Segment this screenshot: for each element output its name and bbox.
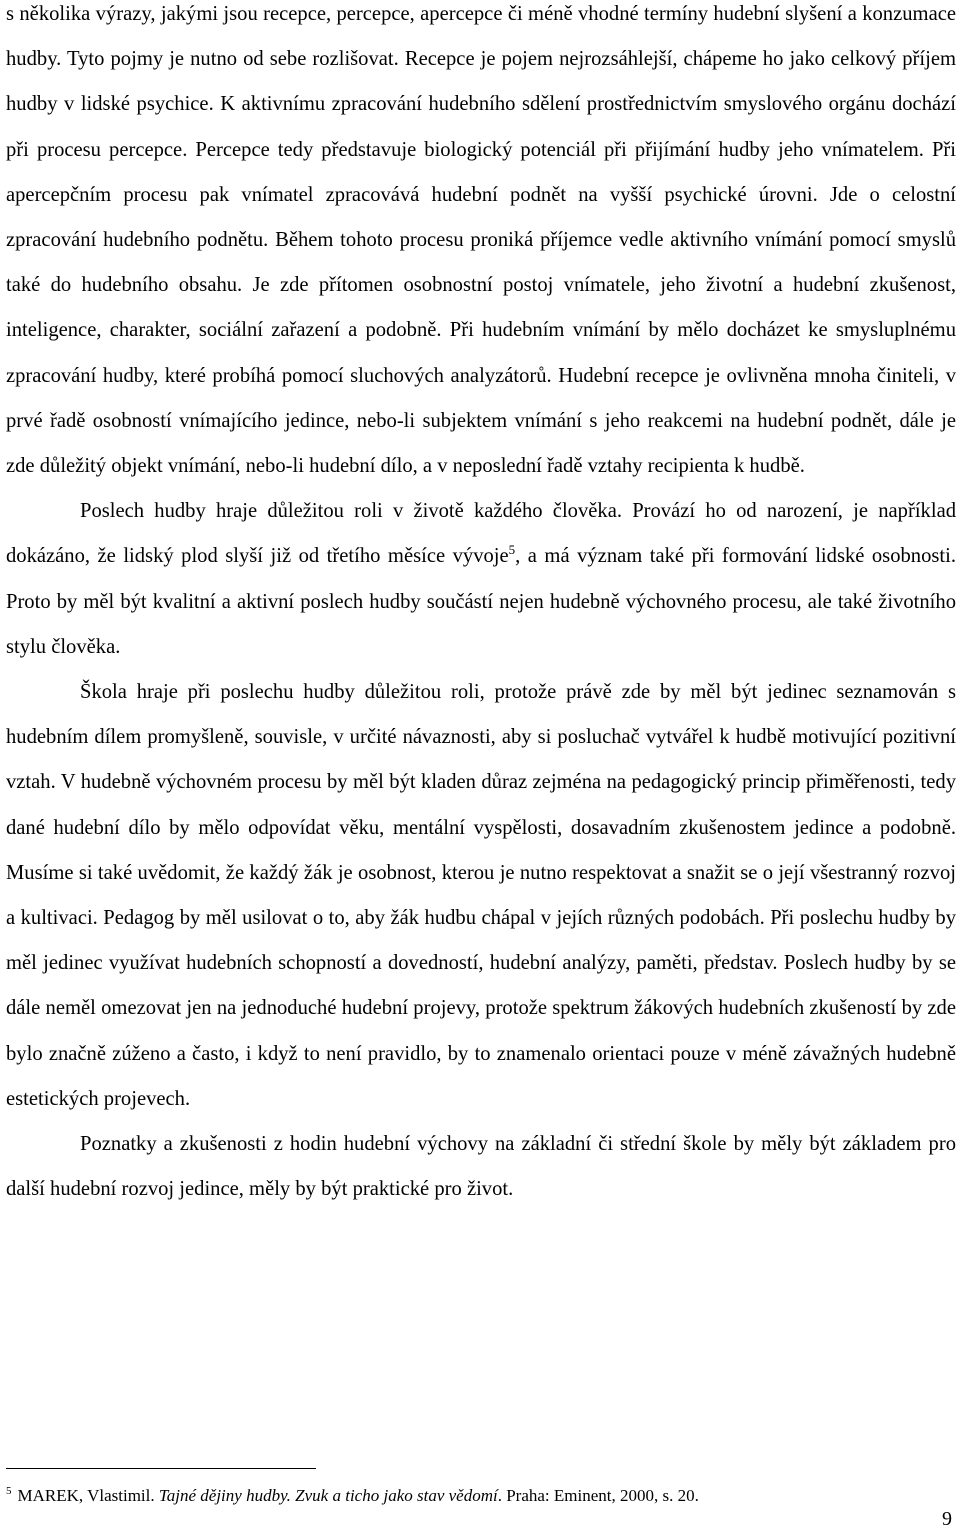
page-number: 9 — [942, 1508, 952, 1530]
footnote-number: 5 — [6, 1485, 12, 1498]
paragraph-knowledge — [6, 1122, 956, 1212]
paragraph-text: Poznatky a zkušenosti z hodin hudební výchovy na základní či střední škole by měly být základem pro další hudební rozvoj jedince, měly by být praktické pro život. — [6, 1133, 956, 1201]
footnote — [6, 1485, 699, 1507]
paragraph-text: Škola hraje při poslechu hudby důležitou roli, protože právě zde by měl být jedinec seznamován s hudebním dílem promyšleně, souvisle, v určité návaznosti, aby si posluchač vytvářel k hudbě motivující pozitivní vztah. V hudebně výchovném procesu by měl být kladen důraz zejména na pedagogický princip přiměřenosti, tedy dané hudební dílo by mělo odpovídat věku, mentální vyspělosti, dosavadním zkušenostem jedince a podobně. Musíme si také uvědomit, že každý žák je osobnost, kterou je nutno respektovat a snažit se o její všestranný rozvoj a kultivaci. Pedagog by měl usilovat o to, aby žák hudbu chápal v jejích různých podobách. Při poslechu hudby by měl jedinec využívat hudebních schopností a dovedností, hudební analýzy, paměti, představ. Poslech hudby by se dále neměl omezovat jen na jednoduché hudební projevy, protože spektrum žákových hudebních zkušeností by zde bylo značně zúženo a často, i když to není pravidlo, by to znamenalo orientaci pouze v méně závažných hudebně estetických projevech. — [6, 681, 956, 1110]
paragraph-reception — [6, 0, 956, 489]
footnote-publication: . Praha: Eminent, 2000, s. 20. — [497, 1486, 699, 1505]
paragraph-text: s několika výrazy, jakými jsou recepce, percepce, apercepce či méně vhodné termíny hudební slyšení a konzumace hudby. Tyto pojmy je nutno od sebe rozlišovat. Recepce je pojem nejrozsáhlejší, chápeme ho jako celkový příjem hudby v lidské psychice. K aktivnímu zpracování hudebního sdělení prostřednictvím smyslového orgánu dochází při procesu percepce. Percepce tedy představuje biologický potenciál při přijímání hudby jeho vnímatelem. Při apercepčním procesu pak vnímatel zpracovává hudební podnět na vyšší psychické úrovni. Jde o celostní zpracování hudebního podnětu. Během tohoto procesu proniká příjemce vedle aktivního vnímání pomocí smyslů také do hudebního obsahu. Je zde přítomen osobnostní postoj vnímatele, jeho životní a hudební zkušenost, inteligence, charakter, sociální zařazení a podobně. Při hudebním vnímání by mělo docházet ke smysluplnému zpracování hudby, které probíhá pomocí sluchových analyzátorů. Hudební recepce je ovlivněna mnoha činiteli, v prvé řadě osobností vnímajícího jedince, nebo-li subjektem vnímání s jeho reakcemi na hudební podnět, dále je zde důležitý objekt vnímání, nebo-li hudební dílo, a v neposlední řadě vztahy recipienta k hudbě. — [6, 3, 956, 478]
footnote-title: Tajné dějiny hudby. Zvuk a ticho jako stav vědomí — [158, 1486, 498, 1505]
paragraph-listening — [6, 489, 956, 670]
document-page — [6, 0, 956, 1212]
footnote-reference[interactable]: 5 — [508, 542, 516, 558]
footnote-author: MAREK, Vlastimil. — [17, 1486, 155, 1505]
paragraph-text-before: Poslech hudby hraje důležitou roli v životě každého člověka. Provází ho od narození, je například dokázáno, že lidský plod slyší již od třetího měsíce vývoje — [6, 500, 956, 568]
paragraph-text-after: , a má význam také při formování lidské osobnosti. Proto by měl být kvalitní a aktivní poslech hudby součástí nejen hudebně výchovného procesu, ale také životního stylu člověka. — [6, 545, 956, 658]
footnote-separator — [6, 1468, 316, 1469]
paragraph-school — [6, 670, 956, 1122]
